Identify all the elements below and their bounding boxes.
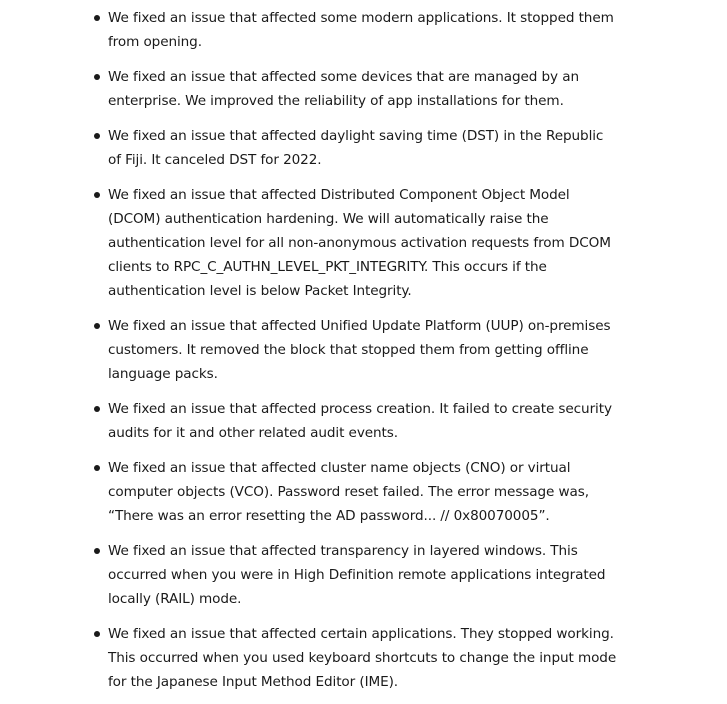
list-item (108, 397, 618, 445)
list-item (108, 65, 618, 113)
list-item (108, 124, 618, 172)
list-item-text: We fixed an issue that affected certain applications. They stopped working. This occurred when you used keyboard shortcuts to change the input mode for the Japanese Input Method Editor (IME). (108, 626, 617, 690)
list-item (108, 183, 618, 303)
list-item-text: We fixed an issue that affected daylight saving time (DST) in the Republic of Fiji. It canceled DST for 2022. (108, 128, 604, 168)
bullet-icon (94, 74, 100, 80)
bullet-icon (94, 406, 100, 412)
bullet-icon (94, 548, 100, 554)
list-item-text: We fixed an issue that affected some devices that are managed by an enterprise. We improved the reliability of app installations for them. (108, 69, 579, 109)
bullet-icon (94, 631, 100, 637)
list-item-text: We fixed an issue that affected Unified Update Platform (UUP) on-premises customers. It removed the block that stopped them from getting offline language packs. (108, 318, 611, 382)
list-item (108, 622, 618, 694)
list-item-text: We fixed an issue that affected process creation. It failed to create security audits for it and other related audit events. (108, 401, 612, 441)
bullet-icon (94, 323, 100, 329)
list-item-text: We fixed an issue that affected transparency in layered windows. This occurred when you were in High Definition remote applications integrated locally (RAIL) mode. (108, 543, 606, 607)
list-item-text: We fixed an issue that affected some modern applications. It stopped them from opening. (108, 10, 614, 50)
list-item (108, 6, 618, 54)
bullet-icon (94, 465, 100, 471)
list-item (108, 314, 618, 386)
bullet-icon (94, 133, 100, 139)
bullet-icon (94, 192, 100, 198)
list-item-text: We fixed an issue that affected cluster name objects (CNO) or virtual computer objects (VCO). Password reset failed. The error message was, “There was an error resetting the AD password... // 0x80070005”. (108, 460, 589, 524)
list-item (108, 539, 618, 611)
bullet-icon (94, 15, 100, 21)
list-item (108, 456, 618, 528)
list-item-text: We fixed an issue that affected Distributed Component Object Model (DCOM) authentication hardening. We will automatically raise the authentication level for all non-anonymous activation requests from DCOM clients to RPC_C_AUTHN_LEVEL_PKT_INTEGRITY. This occurs if the authentication level is below Packet Integrity. (108, 187, 611, 299)
